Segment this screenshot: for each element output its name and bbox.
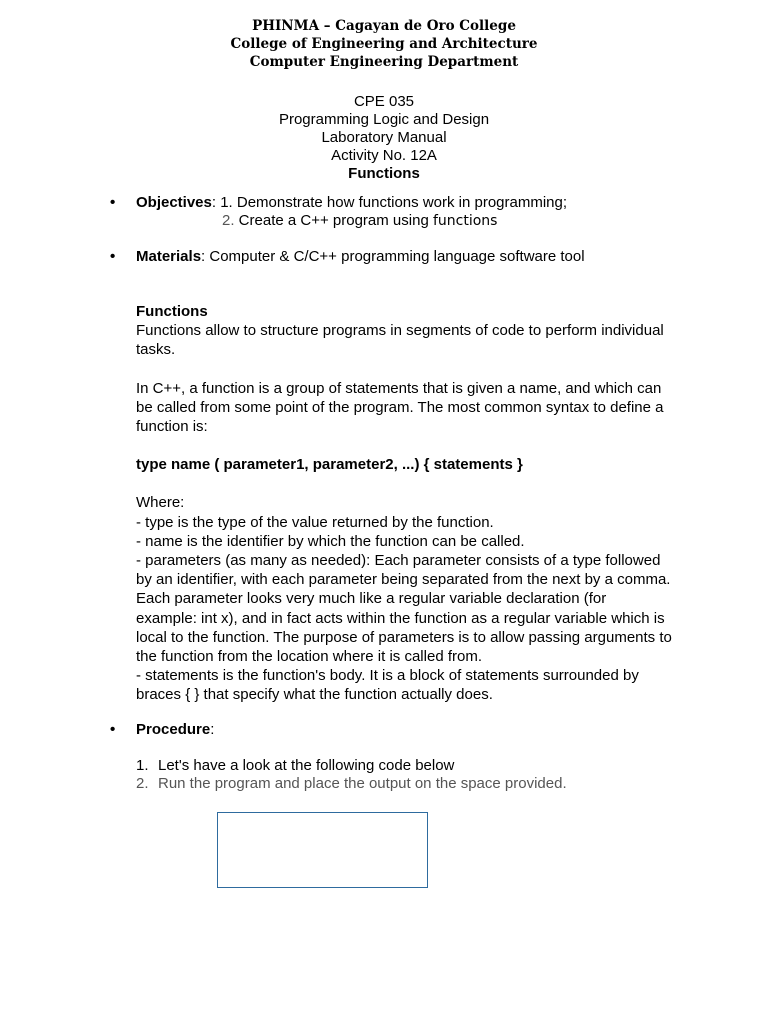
bullet-icon: •: [110, 721, 116, 738]
step-text: Let's have a look at the following code below: [158, 757, 455, 774]
department-name: Computer Engineering Department: [249, 54, 519, 70]
document-header: [0, 17, 768, 71]
output-answer-box[interactable]: [217, 812, 428, 888]
materials-description: : Computer & C/C++ programming language software tool: [201, 248, 585, 265]
definition-line: the function from the location where it is called from.: [136, 648, 482, 666]
objectives-text: [136, 194, 567, 212]
objective-2: [222, 212, 497, 230]
objective-2-keyword: functions: [432, 213, 498, 229]
definition-line: by an identifier, with each parameter being separated from the next by a comma.: [136, 571, 671, 589]
objectives-label: Objectives: [136, 194, 212, 211]
step-number: 1.: [136, 757, 149, 774]
objective-2-text: Create a C++ program using: [234, 212, 433, 229]
paragraph-line: Functions allow to structure programs in segments of code to perform individual: [136, 322, 664, 340]
functions-section: [136, 302, 681, 705]
procedure-label: Procedure: [136, 721, 211, 738]
section-title: Functions: [136, 303, 208, 320]
function-syntax: type name ( parameter1, parameter2, ...) { statements }: [136, 456, 523, 474]
definition-line: local to the function. The purpose of parameters is to allow passing arguments to: [136, 628, 672, 646]
step-text: Run the program and place the output on the space provided.: [158, 775, 567, 792]
definition-line: - type is the type of the value returned by the function.: [136, 513, 494, 531]
definition-line: - statements is the function's body. It is a block of statements surrounded by: [136, 667, 639, 685]
definition-line: braces { } that specify what the function actually does.: [136, 686, 493, 704]
definition-line: Each parameter looks very much like a regular variable declaration (for: [136, 590, 607, 608]
definition-line: - name is the identifier by which the function can be called.: [136, 532, 525, 550]
course-code: CPE 035: [353, 93, 415, 110]
bullet-icon: •: [110, 248, 116, 265]
materials-label: Materials: [136, 248, 202, 265]
materials-text: [136, 248, 585, 266]
procedure-colon: :: [210, 721, 215, 738]
procedure-heading: [136, 721, 214, 739]
college-name: PHINMA – Cagayan de Oro College: [252, 18, 516, 34]
where-label: Where:: [136, 494, 185, 512]
step-number: 2.: [136, 775, 149, 792]
course-name: Programming Logic and Design: [278, 111, 490, 128]
paragraph-line: function is:: [136, 418, 208, 436]
course-info: [0, 93, 768, 183]
paragraph-line: be called from some point of the program. The most common syntax to define a: [136, 398, 664, 416]
definition-line: example: int x), and in fact acts within the function as a regular variable which is: [136, 609, 665, 627]
activity-number: Activity No. 12A: [331, 147, 437, 164]
objective-1: : 1. Demonstrate how functions work in programming;: [211, 194, 568, 211]
paragraph-line: In C++, a function is a group of statements that is given a name, and which can: [136, 379, 662, 397]
objective-2-number: 2.: [222, 212, 235, 229]
paragraph-line: tasks.: [136, 341, 176, 359]
bullet-icon: •: [110, 194, 116, 211]
college-department: College of Engineering and Architecture: [230, 36, 538, 52]
manual-title: Laboratory Manual: [321, 129, 447, 146]
definition-line: - parameters (as many as needed): Each parameter consists of a type followed: [136, 552, 661, 570]
activity-topic: Functions: [348, 165, 420, 182]
